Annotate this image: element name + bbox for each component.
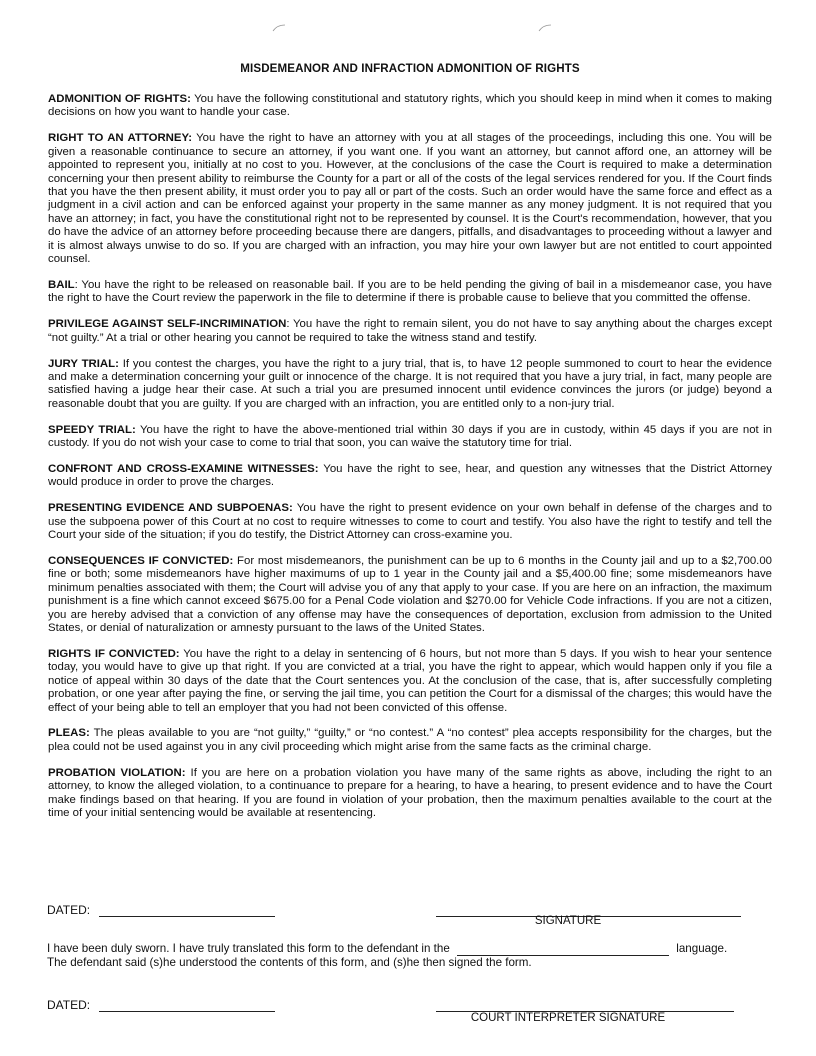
section-heading: RIGHT TO AN ATTORNEY: xyxy=(48,132,193,145)
section-heading: SPEEDY TRIAL: xyxy=(48,423,136,436)
section-heading: BAIL xyxy=(48,278,75,291)
interpreter-signature-line[interactable] xyxy=(436,999,734,1012)
rights-section xyxy=(48,767,772,821)
rights-section xyxy=(48,502,772,542)
interpreter-signature-row xyxy=(436,998,734,1012)
translation-text-before: I have been duly sworn. I have truly translated this form to the defendant in the xyxy=(47,942,450,955)
scan-mark-right-shape xyxy=(538,24,552,32)
dated-line-1[interactable] xyxy=(99,904,275,917)
section-heading: PROBATION VIOLATION: xyxy=(48,766,186,779)
rights-section xyxy=(48,727,772,754)
dated-row-2 xyxy=(47,998,275,1012)
translation-statement xyxy=(47,942,771,970)
rights-section xyxy=(48,424,772,451)
translation-text-after: language. xyxy=(676,942,728,955)
section-heading: JURY TRIAL: xyxy=(48,357,119,370)
rights-section xyxy=(48,648,772,715)
section-text: You have the right to have the above-mentioned trial within 30 days if you are in custody, within 45 days if you are not in custody. If you do not wish your case to come to trial that soon, you can waive the statutory time for trial. xyxy=(48,423,772,450)
section-heading: PRESENTING EVIDENCE AND SUBPOENAS: xyxy=(48,502,293,515)
scan-mark-left-shape xyxy=(272,24,286,32)
section-text: The pleas available to you are “not guilty,” “guilty,” or “no contest.” A “no contest” plea accepts responsibility for the charges, but the plea could not be used against you in any civil proceeding which might arise from the same facts as the criminal charge. xyxy=(48,727,772,753)
section-text: You have the right to have an attorney with you at all stages of the proceedings, including this one. You will be given a reasonable continuance to secure an attorney, if you want one. If you want an attorney, but cannot afford one, an attorney will be appointed to represent you, initially at no cost to you. However, at the conclusions of the case the Court is required to make a determination concerning your then present ability to reimburse the County for a part or all of the costs of the legal services rendered for you. If the Court finds that you have the then present ability, it must order you to pay all or part of the costs. Such an order would have the same force and effect as a judgment in a civil action and can be enforced against your property in the same manner as any money judgment. It is not required that you have an attorney; in fact, you have the constitutional right not to be represented by counsel. It is the Court's recommendation, however, that you do have the advice of an attorney before proceeding because there are dangers, pitfalls, and disadvantages to proceeding without a lawyer and it is almost always unwise to do so. If you are charged with an infraction, you may hire your own lawyer but are not entitled to court appointed counsel. xyxy=(48,132,772,265)
rights-section xyxy=(48,318,772,345)
scan-mark-right xyxy=(538,24,552,32)
rights-section xyxy=(48,93,772,120)
signature-caption: SIGNATURE xyxy=(534,915,602,927)
rights-section xyxy=(48,358,772,412)
section-text: : You have the right to be released on reasonable bail. If you are to be held pending the giving of bail in a misdemeanor case, you have the right to have the Court review the paperwork in the file to determine if there is probable cause to believe that you committed the offense. xyxy=(48,278,772,305)
section-text: For most misdemeanors, the punishment can be up to 6 months in the County jail and up to a $2,700.00 fine or both; some misdemeanors have higher maximums of up to 1 year in the County jail and a $5,400.00 fine; some misdemeanors have minimum penalties associated with them; the Court will advise you of any that apply to your case. If you are here on an infraction, the maximum punishment is a fine which cannot exceed $675.00 for a Penal Code violation and $270.00 for Vehicle Code infractions. If you are not a citizen, you are hereby advised that a conviction of any offense may have the consequences of deportation, exclusion from admission to the United States, or denial of naturalization or amnesty pursuant to the laws of the United States. xyxy=(48,554,772,634)
rights-section xyxy=(48,279,772,306)
section-heading: CONFRONT AND CROSS-EXAMINE WITNESSES: xyxy=(48,462,319,475)
section-text: You have the following constitutional and statutory rights, which you should keep in mind when it comes to making decisions on how you want to handle your case. xyxy=(48,93,772,119)
dated-label-1: DATED: xyxy=(47,903,91,917)
section-text: If you are here on a probation violation you have many of the same rights as above, including the right to an attorney, to know the alleged violation, to a continuance to prepare for a hearing, to have a hearing, to present evidence and to have the Court make findings based on that hearing. If you are found in violation of your probation, then the maximum penalties available to the court at the time of your initial sentencing would be available at resentencing. xyxy=(48,766,772,819)
language-line[interactable] xyxy=(457,943,669,956)
section-heading: ADMONITION OF RIGHTS: xyxy=(48,93,191,105)
section-heading: CONSEQUENCES IF CONVICTED: xyxy=(48,554,234,567)
section-heading: PRIVILEGE AGAINST SELF-INCRIMINATION xyxy=(48,318,287,331)
section-heading: PLEAS: xyxy=(48,727,90,740)
rights-section xyxy=(48,132,772,266)
rights-sections xyxy=(48,93,772,820)
rights-section xyxy=(48,463,772,490)
page-title: MISDEMEANOR AND INFRACTION ADMONITION OF RIGHTS xyxy=(240,62,580,75)
rights-section xyxy=(48,555,772,635)
interpreter-caption: COURT INTERPRETER SIGNATURE xyxy=(470,1012,666,1024)
translation-line-2: The defendant said (s)he understood the contents of this form, and (s)he then signed the form. xyxy=(47,956,532,969)
scan-mark-left xyxy=(272,24,286,32)
section-text: You have the right to see, hear, and question any witnesses that the District Attorney would produce in order to prove the charges. xyxy=(48,462,772,489)
translation-line-1 xyxy=(47,942,771,956)
dated-line-2[interactable] xyxy=(99,999,275,1012)
dated-row-1 xyxy=(47,903,275,917)
section-heading: RIGHTS IF CONVICTED: xyxy=(48,647,180,660)
section-text: You have the right to present evidence on your own behalf in defense of the charges and to use the subpoena power of this Court at no cost to require witnesses to come to court and testify. You also have the right to testify and tell the Court your side of the situation; if you do testify, the District Attorney can cross-examine you. xyxy=(48,502,772,542)
section-text: If you contest the charges, you have the right to a jury trial, that is, to have 12 people summoned to court to hear the evidence and make a determination concerning your guilt or innocence of the charge. It is not required that you have a jury trial, in fact, many people are satisfied having a judge hear their case. At such a trial you are presumed innocent until evidence convinces the jurors (or judge) beyond a reasonable doubt that you are guilty. If you are charged with an infraction, you are entitled only to a non-jury trial. xyxy=(48,357,772,410)
document-body xyxy=(48,62,772,833)
section-text: : You have the right to remain silent, you do not have to say anything about the charges except “not guilty.” At a trial or other hearing you cannot be required to take the witness stand and testify. xyxy=(48,318,772,344)
dated-label-2: DATED: xyxy=(47,998,91,1012)
section-text: You have the right to a delay in sentencing of 6 hours, but not more than 5 days. If you wish to hear your sentence today, you would have to give up that right. If you are convicted at a trial, you have the right to appear, which would happen only if you file a notice of appeal within 30 days of the date that the Court sentences you. At the conclusion of the case, that is, after successfully completing probation, or one year after paying the fine, or serving the jail time, you can petition the Court for a dismissal of the charges; this would have the effect of your being able to tell an employer that you had not been convicted of this offense. xyxy=(48,647,772,714)
